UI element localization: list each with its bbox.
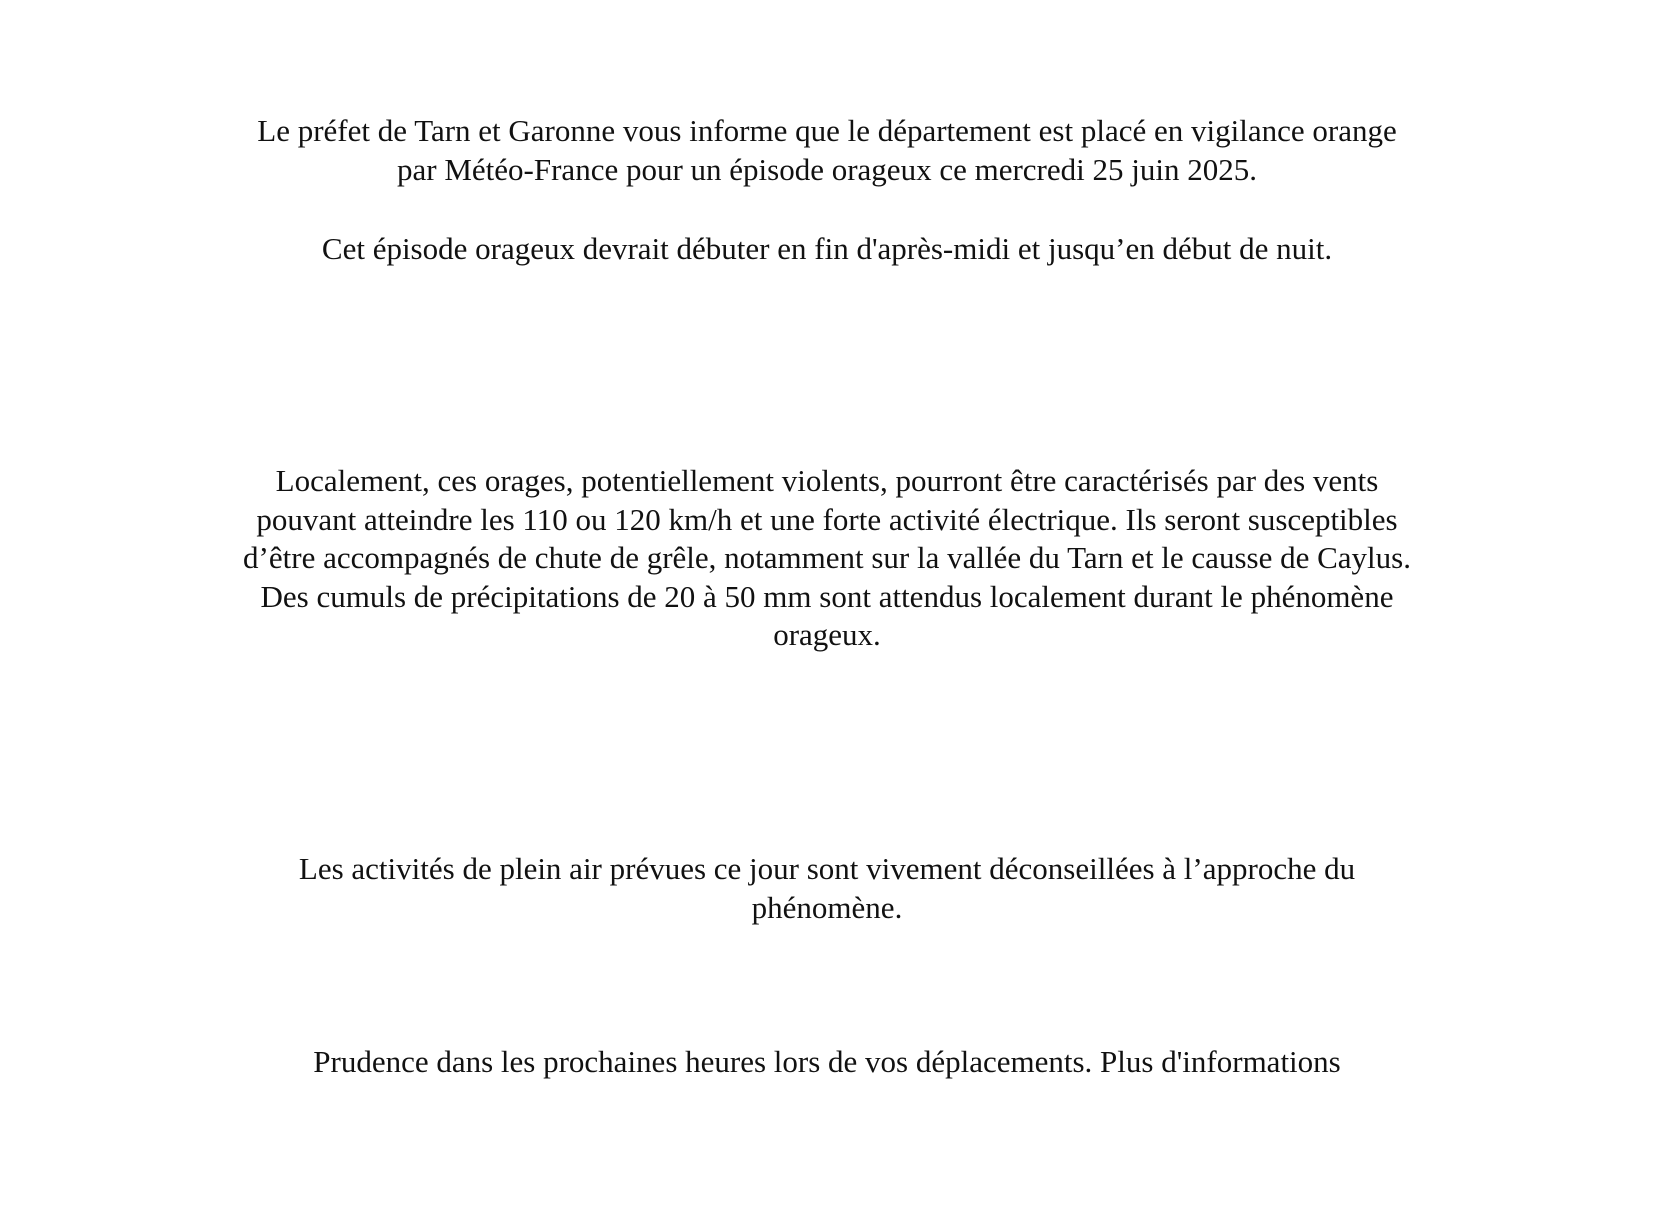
text-line: Localement, ces orages, potentiellement violents, pourront être caractérisés par des vents — [275, 463, 1379, 498]
paragraph-storm-details — [0, 462, 1654, 655]
text-line: orageux. — [773, 617, 881, 652]
text-line: Cet épisode orageux devrait débuter en fin d'après-midi et jusqu’en début de nuit. — [321, 231, 1333, 266]
text-line: Les activités de plein air prévues ce jour sont vivement déconseillées à l’approche du — [298, 851, 1356, 886]
text-line: pouvant atteindre les 110 ou 120 km/h et une forte activité électrique. Ils seront susceptibles — [256, 501, 1398, 537]
text-line: par Météo-France pour un épisode orageux ce mercredi 25 juin 2025. — [397, 151, 1257, 187]
paragraph-episode-timing — [0, 230, 1654, 269]
text-line: Prudence dans les prochaines heures lors de vos déplacements. Plus d'informations — [313, 1044, 1341, 1079]
text-line: d’être accompagnés de chute de grêle, notamment sur la vallée du Tarn et le causse de Caylus. — [243, 540, 1411, 575]
text-line: Le préfet de Tarn et Garonne vous informe que le département est placé en vigilance orange — [257, 113, 1397, 148]
paragraph-outdoor-activities-warning — [0, 850, 1654, 927]
text-line: phénomène. — [751, 889, 903, 925]
paragraph-vigilance-announcement — [0, 112, 1654, 189]
paragraph-travel-prudence — [0, 1043, 1654, 1082]
text-line: Des cumuls de précipitations de 20 à 50 mm sont attendus localement durant le phénomène — [260, 578, 1394, 614]
